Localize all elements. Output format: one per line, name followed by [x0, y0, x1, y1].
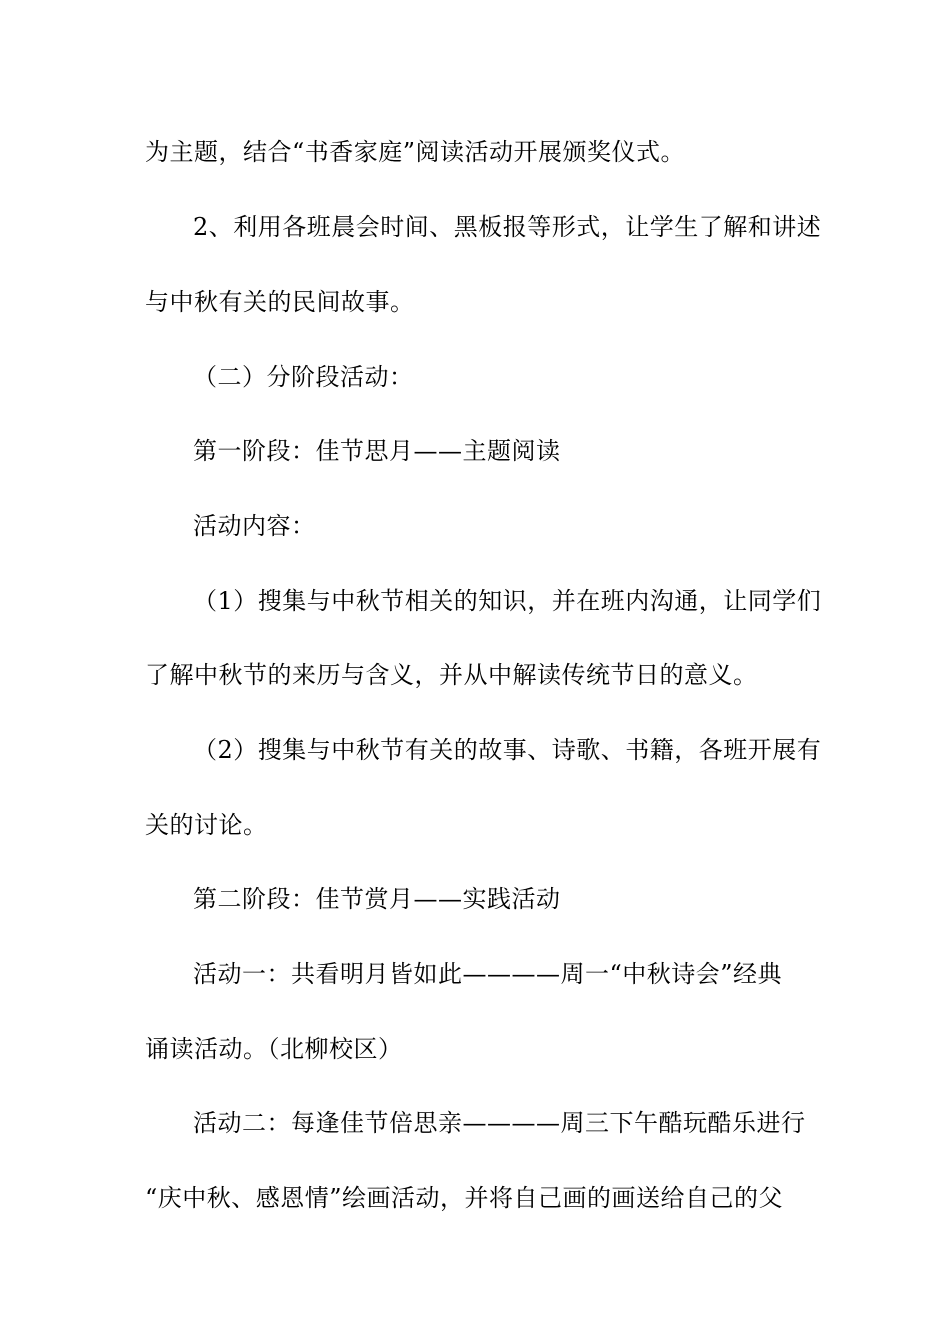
text-line: 了解中秋节的来历与含义，并从中解读传统节日的意义。: [145, 661, 758, 689]
text-line: 关的讨论。: [145, 811, 268, 839]
section-heading: （二）分阶段活动：: [193, 363, 414, 391]
text-line: （2）搜集与中秋节有关的故事、诗歌、书籍，各班开展有: [193, 736, 822, 764]
stage-heading: 第一阶段：佳节思月——主题阅读: [193, 437, 561, 465]
text-line: 与中秋有关的民间故事。: [145, 288, 415, 316]
text-line: “庆中秋、感恩情”绘画活动，并将自己画的画送给自己的父: [145, 1184, 784, 1212]
text-line: 活动二：每逢佳节倍思亲————周三下午酷玩酷乐进行: [193, 1109, 806, 1137]
text-line: 活动内容：: [193, 512, 316, 540]
text-line: （1）搜集与中秋节相关的知识，并在班内沟通，让同学们: [193, 587, 822, 615]
text-line: 2、利用各班晨会时间、黑板报等形式，让学生了解和讲述: [193, 213, 822, 241]
text-line: 活动一：共看明月皆如此————周一“中秋诗会”经典: [193, 960, 783, 988]
text-line: 为主题，结合“书香家庭”阅读活动开展颁奖仪式。: [145, 138, 686, 166]
stage-heading: 第二阶段：佳节赏月——实践活动: [193, 885, 561, 913]
text-line: 诵读活动。（北柳校区）: [145, 1035, 403, 1063]
